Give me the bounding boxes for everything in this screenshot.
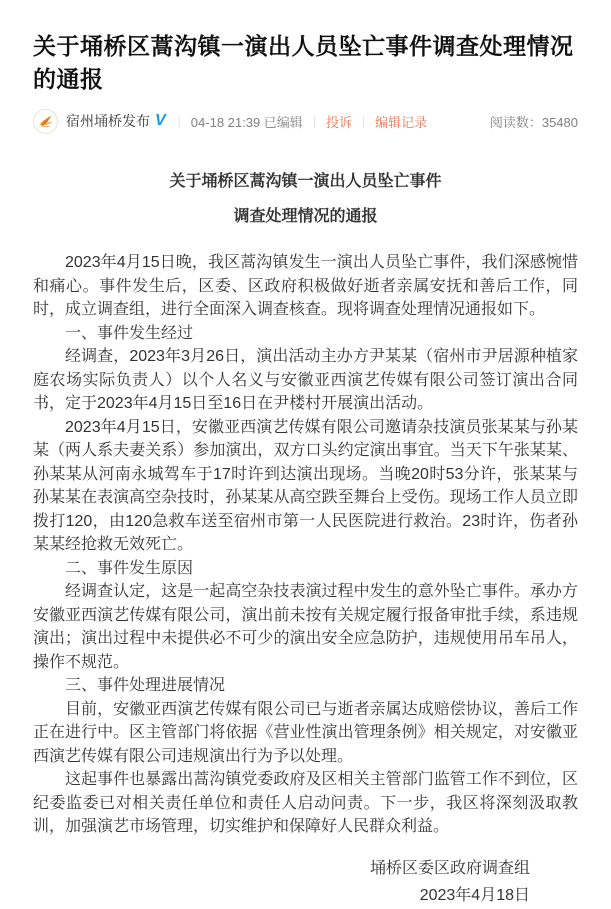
phoenix-logo-icon: [36, 112, 55, 131]
article-paragraphs: [33, 251, 578, 839]
separator: [313, 114, 316, 128]
body-paragraph: 2023年4月15日，安徽亚西演艺传媒有限公司邀请杂技演员张某某与孙某某（两人系夫妻关系）参加演出，双方口头约定演出事宜。当天下午张某某、孙某某从河南永城驾车于17时许到达演出现场。当晚20时53分许，张某某与孙某某在表演高空杂技时，孙某某从高空跌至舞台上受伤。现场工作人员立即拨打120，由120急救车送至宿州市第一人民医院进行救治。23时许，伤者孙某某经抢救无效死亡。: [33, 418, 578, 553]
separator: [362, 114, 365, 128]
article-title-line1: 关于埇桥区蒿沟镇一演出人员坠亡事件: [169, 173, 442, 190]
body-paragraph: 2023年4月15日晚，我区蒿沟镇发生一演出人员坠亡事件，我们深感惋惜和痛心。事件发生后，区委、区政府积极做好逝者亲属安抚和善后工作，同时，成立调查组，进行全面深入调查核查。现将调查处理情况通报如下。: [33, 254, 578, 318]
author-meta-row: [33, 108, 578, 134]
author-avatar[interactable]: [33, 109, 58, 134]
body-paragraph: 目前，安徽亚西演艺传媒有限公司已与逝者亲属达成赔偿协议，善后工作正在进行中。区主管部门将依据《营业性演出管理条例》相关规定，对安徽亚西演艺传媒有限公司违规演出行为予以处理。: [33, 700, 578, 765]
post-timestamp: 04-18 21:39 已编辑: [190, 114, 303, 130]
article-title-line2: 调查处理情况的通报: [233, 208, 378, 225]
signature-block: [33, 855, 578, 909]
section-heading: 三、事件处理进展情况: [65, 677, 226, 694]
separator: [178, 114, 181, 128]
edit-history-link[interactable]: 编辑记录: [375, 114, 428, 130]
section-heading: 二、事件发生原因: [65, 559, 194, 577]
body-paragraph: 经调查认定，这是一起高空杂技表演过程中发生的意外坠亡事件。承办方安徽亚西演艺传媒有限公司，演出前未按有关规定履行报备审批手续，系违规演出；演出过程中未提供必不可少的演出安全应急防护，违规使用吊车吊人，操作不规范。: [33, 583, 578, 671]
signature-date: 2023年4月18日: [419, 886, 530, 904]
article-title: [33, 164, 578, 234]
verified-badge-icon: V: [155, 112, 166, 129]
complaint-link[interactable]: 投诉: [325, 114, 352, 130]
post-title: 关于埇桥区蒿沟镇一演出人员坠亡事件调查处理情况的通报: [33, 33, 574, 92]
section-heading: 一、事件发生经过: [65, 324, 194, 342]
body-paragraph: 这起事件也暴露出蒿沟镇党委政府及区相关主管部门监管工作不到位，区纪委监委已对相关责任单位和责任人启动问责。下一步，我区将深刻汲取教训，加强演艺市场管理，切实维护和保障好人民群众利益。: [33, 771, 578, 835]
article-content: [33, 164, 578, 909]
author-name-link[interactable]: 宿州埇桥发布: [66, 113, 150, 129]
body-paragraph: 经调查，2023年3月26日，演出活动主办方尹某某（宿州市尹居源种植家庭农场实际负责人）以个人名义与安徽亚西演艺传媒有限公司签订演出合同书，定于2023年4月15日至16日在尹楼村开展演出活动。: [33, 348, 578, 412]
signature-org: 埇桥区委区政府调查组: [369, 859, 530, 877]
read-count: 阅读数：35480: [489, 114, 578, 130]
